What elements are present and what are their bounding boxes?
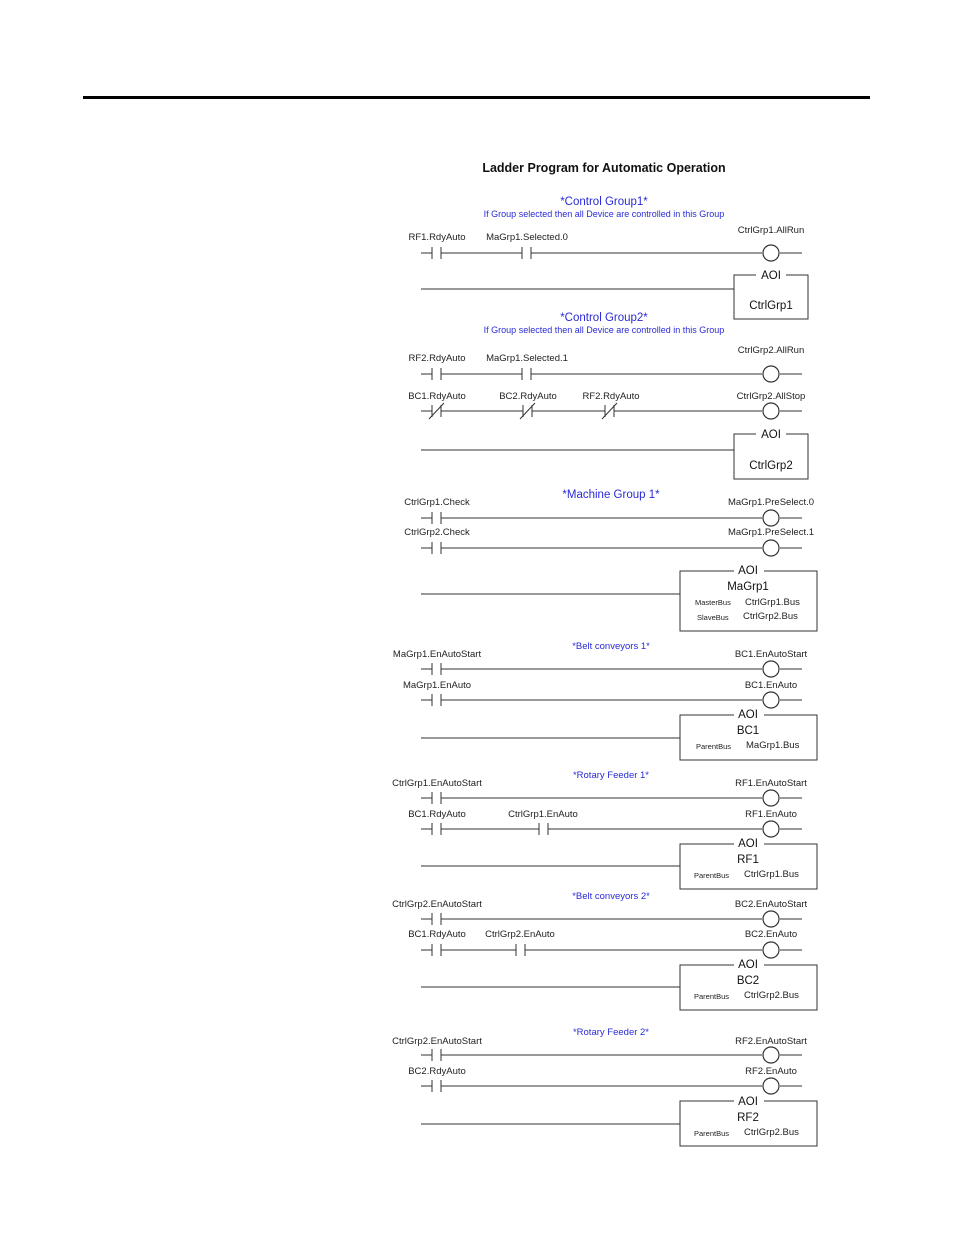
- rung-bc1-aoi: [421, 708, 817, 760]
- aoi-name: BC1: [736, 725, 760, 737]
- coil-label: MaGrp1.PreSelect.1: [727, 527, 815, 538]
- section-title-machine-group-1: *Machine Group 1*: [562, 489, 660, 501]
- aoi-block-bc2: [680, 965, 817, 1010]
- rung-rf2-enauto: [408, 1066, 802, 1094]
- coil-rf1-enauto: [763, 821, 779, 837]
- coil-label: RF1.EnAutoStart: [735, 778, 807, 789]
- coil-bc1-enauto: [763, 692, 779, 708]
- section-note-control-group-1: If Group selected then all Device are controlled in this Group: [483, 209, 725, 219]
- rung-bc2-enautostart: [392, 899, 807, 927]
- section-title-control-group-1: *Control Group1*: [560, 196, 648, 208]
- rung-bc2-aoi: [421, 958, 817, 1010]
- aoi-param-value: CtrlGrp1.Bus: [745, 597, 800, 608]
- section-title-rotary-feeder-1: *Rotary Feeder 1*: [572, 770, 650, 781]
- coil-label: BC1.EnAuto: [744, 680, 798, 691]
- rung-rf1-enautostart: [392, 778, 807, 806]
- rung-rf1-aoi: [421, 837, 817, 889]
- aoi-name: RF2: [737, 1112, 759, 1124]
- aoi-param-name: SlaveBus: [697, 613, 729, 622]
- coil-bc2-enauto: [763, 942, 779, 958]
- aoi-param-value: CtrlGrp2.Bus: [744, 990, 799, 1001]
- coil-label: CtrlGrp1.AllRun: [737, 225, 805, 236]
- aoi-param-value: MaGrp1.Bus: [746, 740, 800, 751]
- contact-ctrlgrp1-enautostart: [432, 792, 441, 804]
- coil-ctrlgrp2-allstop: [763, 403, 779, 419]
- coil-bc2-enautostart: [763, 911, 779, 927]
- contact-label: BC1.RdyAuto: [408, 929, 466, 940]
- coil-rf2-enautostart: [763, 1047, 779, 1063]
- aoi-name: CtrlGrp1: [749, 300, 793, 312]
- aoi-tag: AOI: [738, 959, 758, 971]
- rung-mg1-aoi: [421, 564, 817, 631]
- contact-magrp1-enautostart: [432, 663, 441, 675]
- coil-label: RF2.EnAutoStart: [735, 1036, 807, 1047]
- coil-label: BC1.EnAutoStart: [734, 649, 808, 660]
- contact-label: CtrlGrp2.Check: [404, 527, 470, 538]
- section-note-control-group-2: If Group selected then all Device are controlled in this Group: [483, 325, 725, 335]
- coil-ctrlgrp2-allrun: [763, 366, 779, 382]
- aoi-block-bc1: [680, 715, 817, 760]
- rung-mg1-preselect-1: [404, 527, 814, 556]
- coil-magrp1-preselect-1: [763, 540, 779, 556]
- rung-bc2-enauto: [408, 929, 802, 958]
- contact-label: CtrlGrp1.EnAutoStart: [392, 778, 482, 789]
- contact-ctrlgrp2-enauto: [516, 944, 525, 956]
- contact-label: CtrlGrp2.EnAutoStart: [392, 899, 482, 910]
- aoi-param-name: ParentBus: [694, 1129, 730, 1138]
- contact-label: BC1.RdyAuto: [408, 391, 466, 402]
- coil-label: RF2.EnAuto: [745, 1066, 797, 1077]
- contact-label: MaGrp1.EnAutoStart: [392, 649, 482, 660]
- contact-label: CtrlGrp1.EnAuto: [508, 809, 578, 820]
- contact-magrp1-enauto: [432, 694, 441, 706]
- rung-rf1-enauto: [408, 809, 802, 837]
- aoi-tag: AOI: [738, 709, 758, 721]
- contact-rf1-rdyauto: [432, 247, 441, 259]
- aoi-name: MaGrp1: [727, 581, 769, 593]
- contact-rf2-rdyauto: [432, 368, 441, 380]
- contact-ctrlgrp2-enautostart: [432, 1049, 441, 1061]
- aoi-tag: AOI: [738, 838, 758, 850]
- aoi-name: RF1: [737, 854, 759, 866]
- contact-label: MaGrp1.EnAuto: [402, 680, 472, 691]
- coil-label: CtrlGrp2.AllStop: [736, 391, 806, 402]
- diagram-title: Ladder Program for Automatic Operation: [482, 161, 726, 175]
- contact-label: MaGrp1.Selected.0: [486, 232, 568, 243]
- contact-ctrlgrp1-enauto: [539, 823, 548, 835]
- contact-label: CtrlGrp1.Check: [404, 497, 470, 508]
- contact-ctrlgrp2-enautostart: [432, 913, 441, 925]
- aoi-block-rf1: [680, 844, 817, 889]
- contact-bc1-rdyauto: [432, 823, 441, 835]
- coil-rf2-enauto: [763, 1078, 779, 1094]
- aoi-param-name: MasterBus: [695, 598, 731, 607]
- contact-label: BC1.RdyAuto: [408, 809, 466, 820]
- aoi-name: CtrlGrp2: [749, 460, 793, 472]
- aoi-param-value: CtrlGrp2.Bus: [743, 611, 798, 622]
- rung-bc1-enauto: [403, 680, 802, 708]
- contact-magrp1-selected-0: [522, 247, 531, 259]
- aoi-param-value: CtrlGrp2.Bus: [744, 1127, 799, 1138]
- rung-cg2-allrun: [408, 345, 804, 382]
- coil-label: BC2.EnAutoStart: [734, 899, 808, 910]
- section-title-belt-conveyors-1: *Belt conveyors 1*: [572, 641, 650, 652]
- section-title-rotary-feeder-2: *Rotary Feeder 2*: [572, 1027, 650, 1038]
- aoi-tag: AOI: [761, 270, 781, 282]
- contact-ctrlgrp1-check: [432, 512, 441, 524]
- contact-label: CtrlGrp2.EnAutoStart: [392, 1036, 482, 1047]
- rung-rf2-enautostart: [392, 1036, 807, 1063]
- contact-bc1-rdyauto: [432, 944, 441, 956]
- coil-label: MaGrp1.PreSelect.0: [727, 497, 815, 508]
- coil-label: CtrlGrp2.AllRun: [737, 345, 805, 356]
- section-title-control-group-2: *Control Group2*: [560, 312, 648, 324]
- coil-bc1-enautostart: [763, 661, 779, 677]
- aoi-tag: AOI: [738, 565, 758, 577]
- aoi-param-name: ParentBus: [694, 871, 730, 880]
- rung-mg1-preselect-0: [404, 497, 814, 526]
- contact-label: RF1.RdyAuto: [408, 232, 466, 243]
- contact-label: BC2.RdyAuto: [408, 1066, 466, 1077]
- contact-label: RF2.RdyAuto: [582, 391, 640, 402]
- aoi-tag: AOI: [761, 429, 781, 441]
- aoi-tag: AOI: [738, 1096, 758, 1108]
- contact-label: MaGrp1.Selected.1: [486, 353, 568, 364]
- aoi-name: BC2: [736, 975, 760, 987]
- contact-ctrlgrp2-check: [432, 542, 441, 554]
- rung-rf2-aoi: [421, 1094, 817, 1146]
- rung-cg2-allstop: [408, 391, 805, 419]
- contact-magrp1-selected-1: [522, 368, 531, 380]
- rung-bc1-enautostart: [393, 649, 808, 677]
- coil-magrp1-preselect-0: [763, 510, 779, 526]
- contact-label: BC2.RdyAuto: [499, 391, 557, 402]
- contact-label: CtrlGrp2.EnAuto: [485, 929, 555, 940]
- aoi-param-value: CtrlGrp1.Bus: [744, 869, 799, 880]
- coil-label: BC2.EnAuto: [744, 929, 798, 940]
- aoi-param-name: ParentBus: [694, 992, 730, 1001]
- rung-cg1-allrun: [408, 225, 804, 261]
- section-title-belt-conveyors-2: *Belt conveyors 2*: [572, 891, 650, 902]
- contact-label: RF2.RdyAuto: [408, 353, 466, 364]
- aoi-param-name: ParentBus: [696, 742, 732, 751]
- coil-rf1-enautostart: [763, 790, 779, 806]
- coil-ctrlgrp1-allrun: [763, 245, 779, 261]
- coil-label: RF1.EnAuto: [745, 809, 797, 820]
- rung-cg2-aoi: [421, 427, 808, 479]
- contact-bc2-rdyauto: [432, 1080, 441, 1092]
